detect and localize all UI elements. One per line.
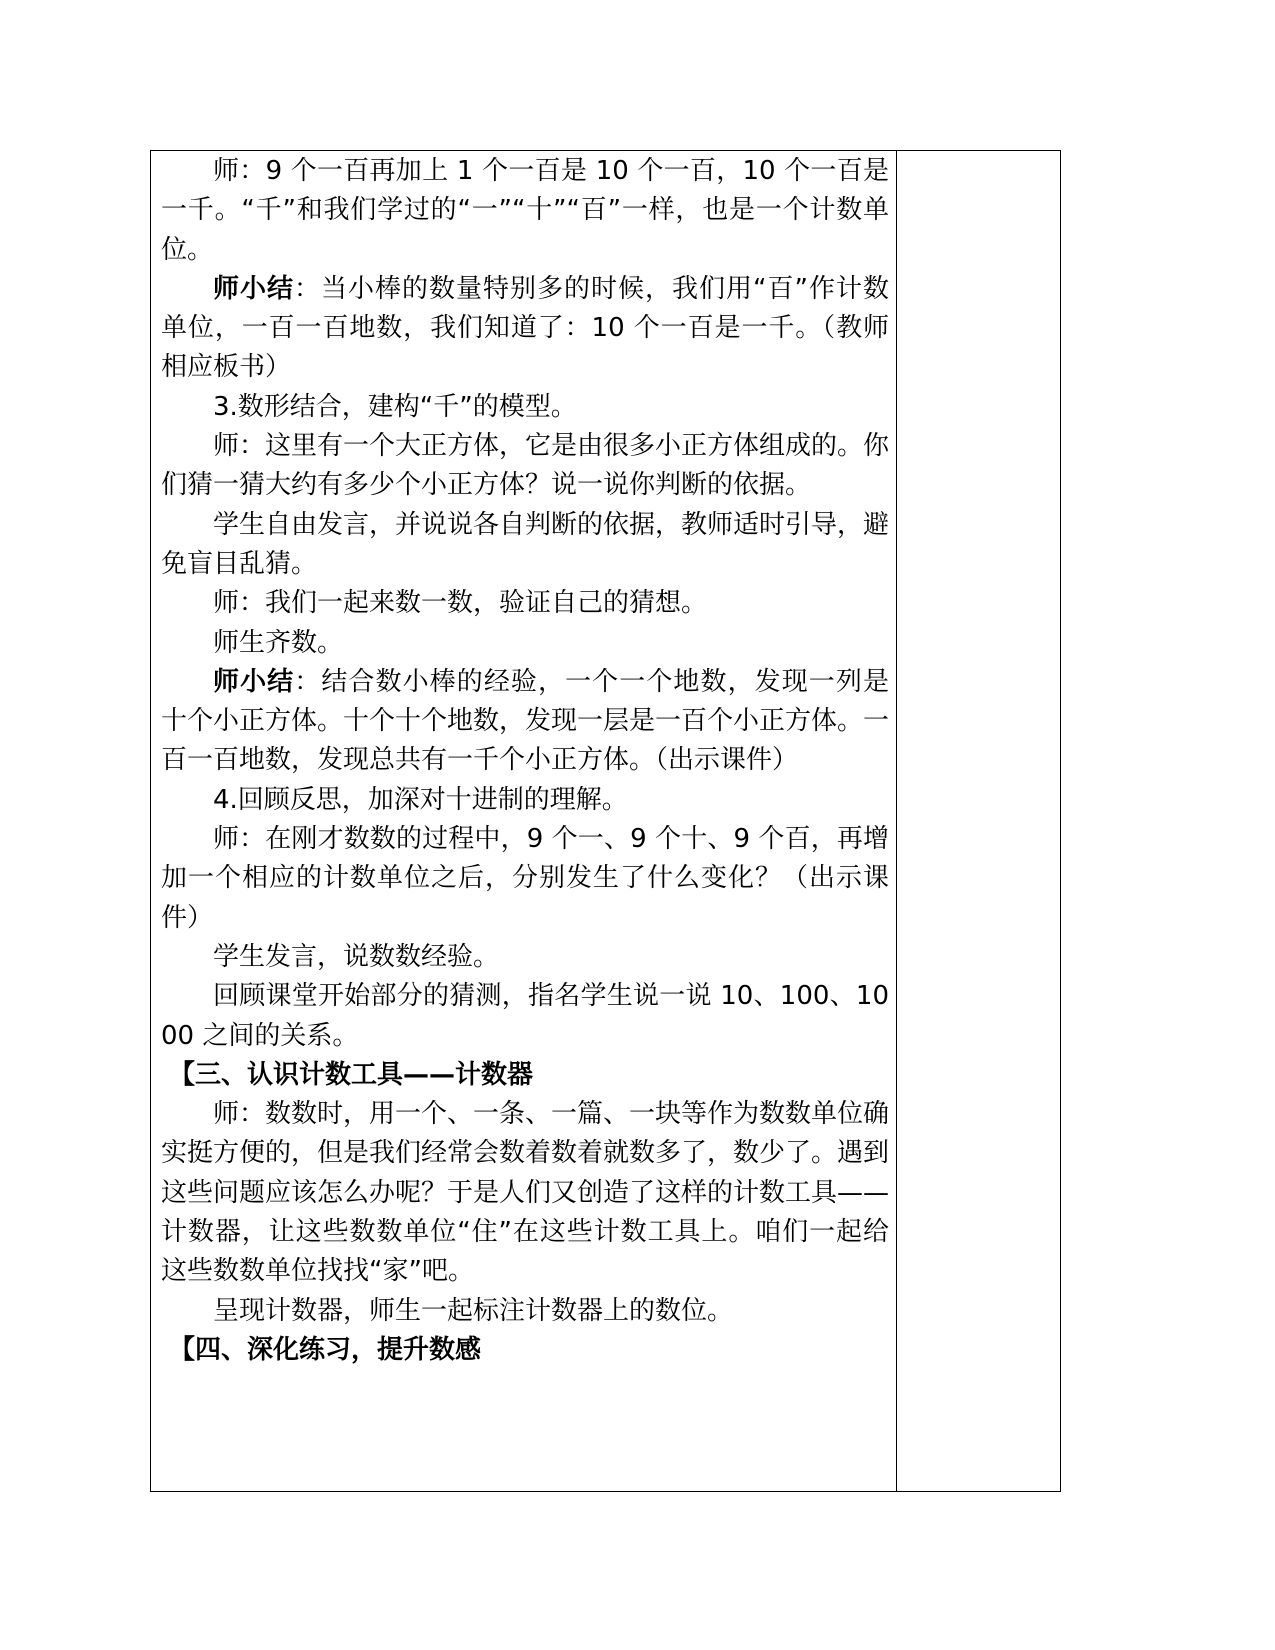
- paragraph: 4.回顾反思，加深对十进制的理解。: [213, 784, 628, 815]
- lesson-content-cell: [161, 152, 889, 1370]
- summary-label: 师小结: [213, 273, 295, 304]
- paragraph: 3.数形结合，建构“千”的模型。: [213, 391, 577, 422]
- paragraph: 师：这里有一个大正方体，它是由很多小正方体组成的。你们猜一猜大约有多少个小正方体？说一说你判断的依据。: [161, 431, 890, 501]
- paragraph: 回顾课堂开始部分的猜测，指名学生说一说 10、100、1000 之间的关系。: [161, 981, 889, 1051]
- lesson-table: [150, 150, 1061, 1492]
- paragraph: 师：在刚才数数的过程中，9 个一、9 个十、9 个百，再增加一个相应的计数单位之后，分别发生了什么变化？（出示课件）: [161, 824, 889, 933]
- paragraph: 师：9 个一百再加上 1 个一百是 10 个一百，10 个一百是一千。“千”和我们学过的“一”“十”“百”一样，也是一个计数单位。: [161, 156, 889, 265]
- paragraph: 师生齐数。: [213, 627, 344, 658]
- paragraph: 师：数数时，用一个、一条、一篇、一块等作为数数单位确实挺方便的，但是我们经常会数着数着就数多了，数少了。遇到这些问题应该怎么办呢？于是人们又创造了这样的计数工具——计数器，让这些数数单位“住”在这些计数工具上。咱们一起给这些数数单位找找“家”吧。: [161, 1099, 890, 1287]
- section-heading: 【三、认识计数工具——计数器: [169, 1059, 534, 1090]
- paragraph: 学生自由发言，并说说各自判断的依据，教师适时引导，避免盲目乱猜。: [161, 509, 890, 579]
- paragraph: 学生发言，说数数经验。: [213, 941, 500, 972]
- paragraph: 呈现计数器，师生一起标注计数器上的数位。: [213, 1295, 734, 1326]
- summary-label: 师小结: [213, 666, 295, 697]
- paragraph: 师小结：当小棒的数量特别多的时候，我们用“百”作计数单位，一百一百地数，我们知道了：10 个一百是一千。（教师相应板书）: [161, 273, 889, 383]
- paragraph: 师：我们一起来数一数，验证自己的猜想。: [213, 588, 708, 619]
- column-divider: [896, 151, 897, 1491]
- section-heading: 【四、深化练习，提升数感: [169, 1334, 482, 1365]
- paragraph: 师小结：结合数小棒的经验，一个一个地数，发现一列是十个小正方体。十个十个地数，发现一层是一百个小正方体。一百一百地数，发现总共有一千个小正方体。（出示课件）: [161, 666, 890, 776]
